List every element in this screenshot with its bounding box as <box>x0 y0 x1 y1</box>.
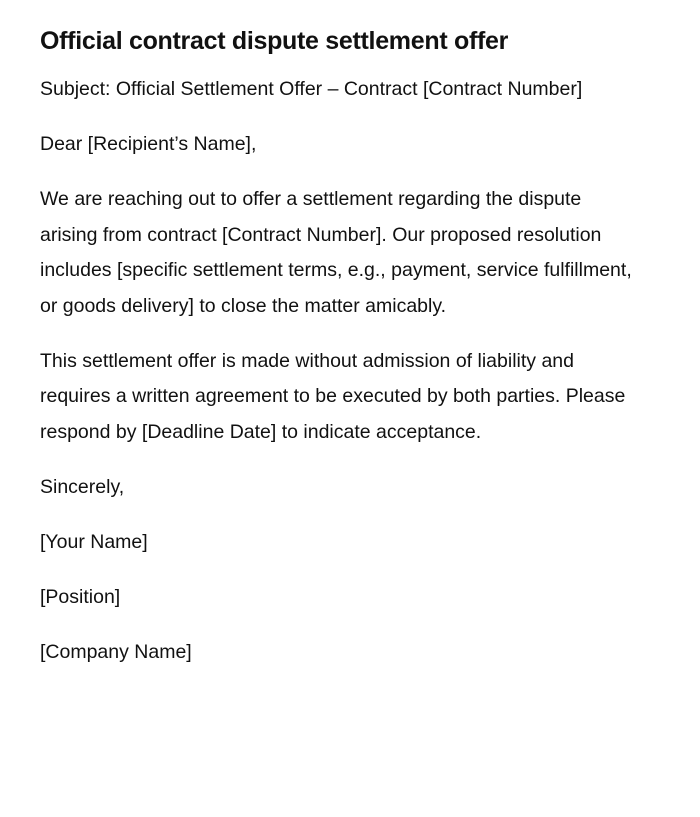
subject-line: Subject: Official Settlement Offer – Contract [Contract Number] <box>40 78 583 100</box>
signature-name: [Your Name] <box>40 530 148 553</box>
signature-position: [Position] <box>40 585 121 608</box>
signature-company: [Company Name] <box>40 640 192 663</box>
closing: Sincerely, <box>40 475 125 498</box>
document-title: Official contract dispute settlement offer <box>40 27 509 55</box>
greeting: Dear [Recipient’s Name], <box>40 133 257 155</box>
body-paragraph: This settlement offer is made without admission of liability and requires a written agreement to be executed by both parties. Please respond by [Deadline Date] to indicate acceptance. <box>40 349 626 443</box>
body-paragraph: We are reaching out to offer a settlement regarding the dispute arising from contract [Contract Number]. Our proposed resolution includes [specific settlement terms, e.g., payment, service fulfillment, or goods delivery] to close the matter amicably. <box>40 188 632 317</box>
